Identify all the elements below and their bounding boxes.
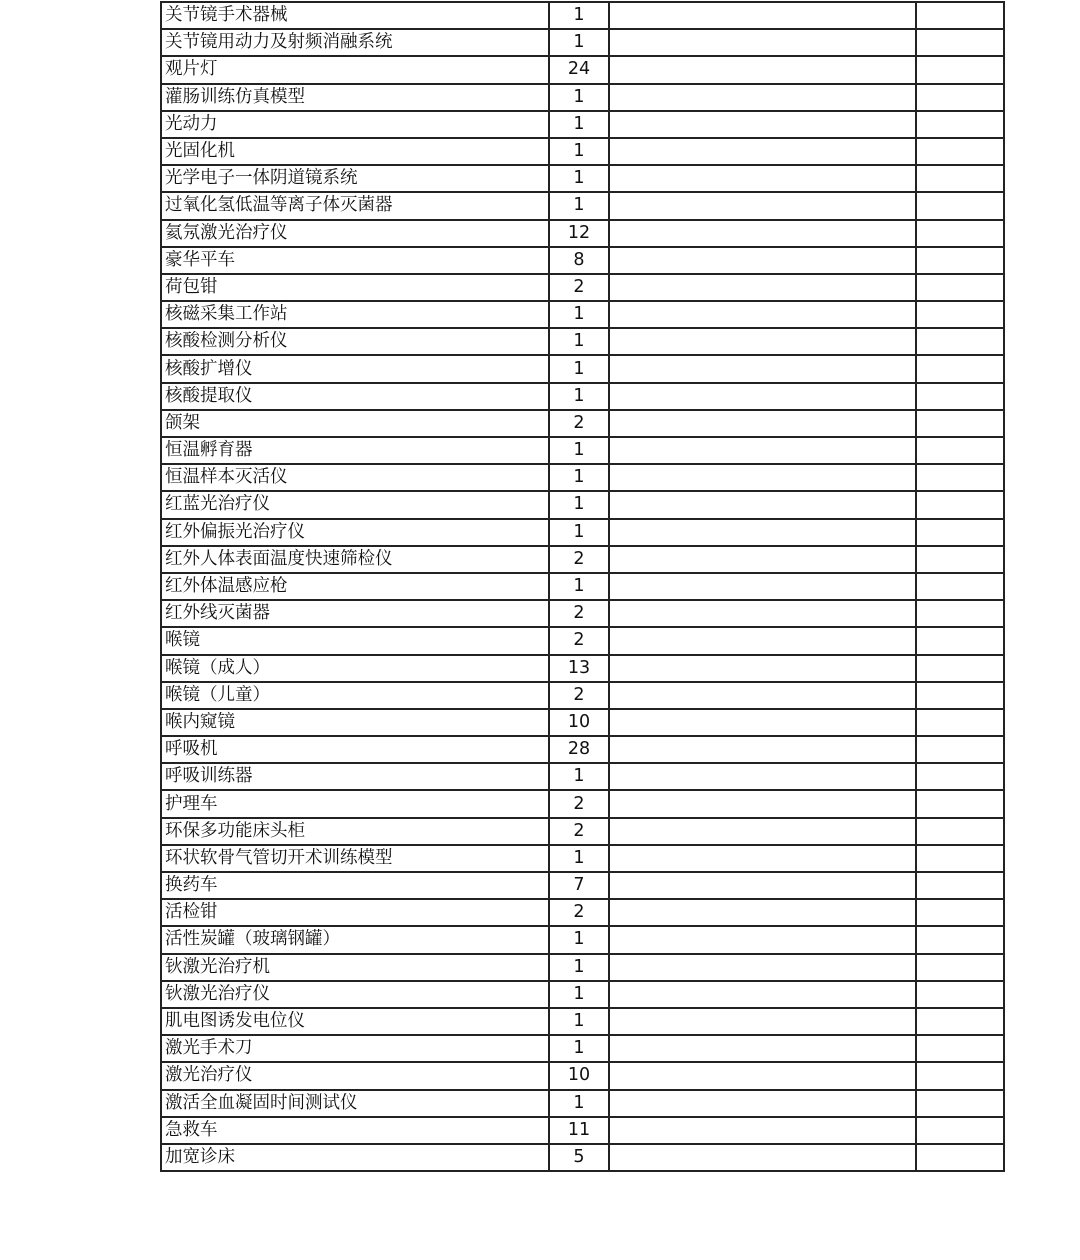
table-body — [161, 2, 1004, 1171]
table-row — [161, 818, 1004, 845]
empty-cell — [609, 383, 916, 410]
empty-cell — [916, 845, 1004, 872]
equipment-name-cell: 核酸提取仪 — [161, 383, 549, 410]
empty-cell — [916, 1035, 1004, 1062]
empty-cell — [609, 220, 916, 247]
table-row — [161, 1117, 1004, 1144]
quantity-cell: 2 — [549, 627, 609, 654]
quantity-cell: 1 — [549, 383, 609, 410]
quantity-cell: 2 — [549, 546, 609, 573]
equipment-name-cell: 红蓝光治疗仪 — [161, 491, 549, 518]
empty-cell — [916, 1062, 1004, 1089]
equipment-name-cell: 喉镜 — [161, 627, 549, 654]
quantity-cell: 1 — [549, 437, 609, 464]
empty-cell — [916, 274, 1004, 301]
quantity-cell: 1 — [549, 926, 609, 953]
table-row — [161, 165, 1004, 192]
empty-cell — [916, 410, 1004, 437]
empty-cell — [916, 301, 1004, 328]
empty-cell — [916, 872, 1004, 899]
table-row — [161, 627, 1004, 654]
quantity-cell: 1 — [549, 138, 609, 165]
empty-cell — [609, 546, 916, 573]
table-row — [161, 926, 1004, 953]
quantity-cell: 1 — [549, 981, 609, 1008]
table-row — [161, 138, 1004, 165]
empty-cell — [609, 627, 916, 654]
empty-cell — [609, 301, 916, 328]
empty-cell — [609, 56, 916, 83]
quantity-cell: 1 — [549, 165, 609, 192]
quantity-cell: 1 — [549, 29, 609, 56]
equipment-name-cell: 激光手术刀 — [161, 1035, 549, 1062]
empty-cell — [916, 491, 1004, 518]
empty-cell — [609, 111, 916, 138]
table-row — [161, 1144, 1004, 1171]
quantity-cell: 1 — [549, 1035, 609, 1062]
equipment-name-cell: 光学电子一体阴道镜系统 — [161, 165, 549, 192]
empty-cell — [609, 1117, 916, 1144]
table-row — [161, 220, 1004, 247]
empty-cell — [609, 1144, 916, 1171]
equipment-name-cell: 激活全血凝固时间测试仪 — [161, 1090, 549, 1117]
equipment-name-cell: 光动力 — [161, 111, 549, 138]
table-row — [161, 56, 1004, 83]
table-row — [161, 301, 1004, 328]
table-row — [161, 328, 1004, 355]
equipment-name-cell: 核酸检测分析仪 — [161, 328, 549, 355]
empty-cell — [609, 981, 916, 1008]
table-row — [161, 845, 1004, 872]
table-row — [161, 872, 1004, 899]
empty-cell — [609, 573, 916, 600]
empty-cell — [916, 763, 1004, 790]
empty-cell — [609, 274, 916, 301]
empty-cell — [916, 437, 1004, 464]
empty-cell — [916, 655, 1004, 682]
equipment-name-cell: 活性炭罐（玻璃钢罐） — [161, 926, 549, 953]
empty-cell — [916, 627, 1004, 654]
quantity-cell: 2 — [549, 682, 609, 709]
table-row — [161, 763, 1004, 790]
quantity-cell: 2 — [549, 410, 609, 437]
quantity-cell: 1 — [549, 328, 609, 355]
table-row — [161, 247, 1004, 274]
quantity-cell: 11 — [549, 1117, 609, 1144]
empty-cell — [609, 1035, 916, 1062]
empty-cell — [916, 1090, 1004, 1117]
empty-cell — [609, 1008, 916, 1035]
table-row — [161, 736, 1004, 763]
empty-cell — [916, 954, 1004, 981]
equipment-name-cell: 荷包钳 — [161, 274, 549, 301]
table-row — [161, 790, 1004, 817]
quantity-cell: 8 — [549, 247, 609, 274]
quantity-cell: 12 — [549, 220, 609, 247]
empty-cell — [609, 165, 916, 192]
table-row — [161, 600, 1004, 627]
equipment-name-cell: 呼吸训练器 — [161, 763, 549, 790]
empty-cell — [609, 763, 916, 790]
empty-cell — [609, 709, 916, 736]
table-row — [161, 682, 1004, 709]
table-row — [161, 1035, 1004, 1062]
table-row — [161, 29, 1004, 56]
equipment-name-cell: 颌架 — [161, 410, 549, 437]
empty-cell — [609, 818, 916, 845]
empty-cell — [609, 954, 916, 981]
equipment-name-cell: 急救车 — [161, 1117, 549, 1144]
equipment-name-cell: 红外偏振光治疗仪 — [161, 519, 549, 546]
equipment-name-cell: 活检钳 — [161, 899, 549, 926]
equipment-name-cell: 关节镜用动力及射频消融系统 — [161, 29, 549, 56]
empty-cell — [916, 573, 1004, 600]
empty-cell — [916, 546, 1004, 573]
equipment-name-cell: 红外体温感应枪 — [161, 573, 549, 600]
empty-cell — [916, 736, 1004, 763]
quantity-cell: 1 — [549, 355, 609, 382]
table-row — [161, 573, 1004, 600]
table-row — [161, 899, 1004, 926]
empty-cell — [916, 111, 1004, 138]
empty-cell — [916, 790, 1004, 817]
empty-cell — [916, 383, 1004, 410]
empty-cell — [916, 464, 1004, 491]
equipment-name-cell: 环状软骨气管切开术训练模型 — [161, 845, 549, 872]
table-row — [161, 1008, 1004, 1035]
empty-cell — [916, 138, 1004, 165]
empty-cell — [609, 600, 916, 627]
table-row — [161, 546, 1004, 573]
empty-cell — [609, 328, 916, 355]
quantity-cell: 1 — [549, 519, 609, 546]
table-row — [161, 192, 1004, 219]
quantity-cell: 1 — [549, 2, 609, 29]
empty-cell — [609, 1062, 916, 1089]
table-row — [161, 2, 1004, 29]
equipment-name-cell: 激光治疗仪 — [161, 1062, 549, 1089]
table-row — [161, 709, 1004, 736]
equipment-table — [160, 1, 1005, 1172]
empty-cell — [916, 709, 1004, 736]
empty-cell — [916, 818, 1004, 845]
quantity-cell: 1 — [549, 573, 609, 600]
quantity-cell: 1 — [549, 1090, 609, 1117]
empty-cell — [609, 464, 916, 491]
empty-cell — [609, 410, 916, 437]
empty-cell — [609, 845, 916, 872]
empty-cell — [916, 56, 1004, 83]
quantity-cell: 13 — [549, 655, 609, 682]
table-row — [161, 464, 1004, 491]
empty-cell — [916, 247, 1004, 274]
empty-cell — [916, 1144, 1004, 1171]
table-row — [161, 1062, 1004, 1089]
equipment-name-cell: 换药车 — [161, 872, 549, 899]
table-row — [161, 954, 1004, 981]
quantity-cell: 7 — [549, 872, 609, 899]
table-row — [161, 355, 1004, 382]
empty-cell — [916, 84, 1004, 111]
empty-cell — [609, 2, 916, 29]
equipment-name-cell: 恒温样本灭活仪 — [161, 464, 549, 491]
empty-cell — [916, 899, 1004, 926]
equipment-name-cell: 加宽诊床 — [161, 1144, 549, 1171]
empty-cell — [609, 519, 916, 546]
equipment-name-cell: 呼吸机 — [161, 736, 549, 763]
equipment-name-cell: 环保多功能床头柜 — [161, 818, 549, 845]
quantity-cell: 28 — [549, 736, 609, 763]
quantity-cell: 1 — [549, 491, 609, 518]
quantity-cell: 1 — [549, 464, 609, 491]
empty-cell — [609, 247, 916, 274]
equipment-name-cell: 核磁采集工作站 — [161, 301, 549, 328]
equipment-name-cell: 豪华平车 — [161, 247, 549, 274]
quantity-cell: 2 — [549, 790, 609, 817]
table-row — [161, 491, 1004, 518]
equipment-name-cell: 肌电图诱发电位仪 — [161, 1008, 549, 1035]
empty-cell — [609, 736, 916, 763]
quantity-cell: 1 — [549, 111, 609, 138]
table-row — [161, 84, 1004, 111]
equipment-name-cell: 过氧化氢低温等离子体灭菌器 — [161, 192, 549, 219]
equipment-name-cell: 红外人体表面温度快速筛检仪 — [161, 546, 549, 573]
empty-cell — [609, 682, 916, 709]
quantity-cell: 10 — [549, 1062, 609, 1089]
empty-cell — [609, 491, 916, 518]
empty-cell — [916, 682, 1004, 709]
table-row — [161, 1090, 1004, 1117]
quantity-cell: 1 — [549, 845, 609, 872]
empty-cell — [916, 2, 1004, 29]
quantity-cell: 2 — [549, 600, 609, 627]
empty-cell — [916, 1008, 1004, 1035]
quantity-cell: 1 — [549, 1008, 609, 1035]
empty-cell — [916, 29, 1004, 56]
quantity-cell: 2 — [549, 899, 609, 926]
empty-cell — [609, 138, 916, 165]
empty-cell — [609, 192, 916, 219]
table-row — [161, 410, 1004, 437]
equipment-name-cell: 观片灯 — [161, 56, 549, 83]
equipment-name-cell: 喉内窥镜 — [161, 709, 549, 736]
empty-cell — [609, 926, 916, 953]
equipment-name-cell: 光固化机 — [161, 138, 549, 165]
equipment-name-cell: 核酸扩增仪 — [161, 355, 549, 382]
empty-cell — [609, 790, 916, 817]
equipment-name-cell: 红外线灭菌器 — [161, 600, 549, 627]
empty-cell — [609, 872, 916, 899]
quantity-cell: 2 — [549, 818, 609, 845]
empty-cell — [916, 355, 1004, 382]
quantity-cell: 24 — [549, 56, 609, 83]
empty-cell — [609, 1090, 916, 1117]
empty-cell — [916, 1117, 1004, 1144]
empty-cell — [916, 328, 1004, 355]
table-row — [161, 437, 1004, 464]
empty-cell — [916, 519, 1004, 546]
empty-cell — [916, 192, 1004, 219]
empty-cell — [916, 220, 1004, 247]
quantity-cell: 1 — [549, 954, 609, 981]
empty-cell — [609, 355, 916, 382]
empty-cell — [609, 84, 916, 111]
table-row — [161, 655, 1004, 682]
empty-cell — [916, 165, 1004, 192]
table-row — [161, 519, 1004, 546]
equipment-name-cell: 喉镜（成人） — [161, 655, 549, 682]
empty-cell — [916, 981, 1004, 1008]
equipment-name-cell: 喉镜（儿童） — [161, 682, 549, 709]
quantity-cell: 5 — [549, 1144, 609, 1171]
table-row — [161, 383, 1004, 410]
equipment-name-cell: 钬激光治疗机 — [161, 954, 549, 981]
equipment-name-cell: 灌肠训练仿真模型 — [161, 84, 549, 111]
table-row — [161, 111, 1004, 138]
equipment-name-cell: 关节镜手术器械 — [161, 2, 549, 29]
empty-cell — [916, 600, 1004, 627]
quantity-cell: 1 — [549, 763, 609, 790]
equipment-name-cell: 氦氖激光治疗仪 — [161, 220, 549, 247]
empty-cell — [609, 437, 916, 464]
equipment-name-cell: 护理车 — [161, 790, 549, 817]
quantity-cell: 10 — [549, 709, 609, 736]
empty-cell — [609, 29, 916, 56]
empty-cell — [916, 926, 1004, 953]
empty-cell — [609, 655, 916, 682]
quantity-cell: 1 — [549, 84, 609, 111]
equipment-name-cell: 钬激光治疗仪 — [161, 981, 549, 1008]
empty-cell — [609, 899, 916, 926]
quantity-cell: 2 — [549, 274, 609, 301]
quantity-cell: 1 — [549, 301, 609, 328]
table-row — [161, 274, 1004, 301]
table-row — [161, 981, 1004, 1008]
equipment-name-cell: 恒温孵育器 — [161, 437, 549, 464]
quantity-cell: 1 — [549, 192, 609, 219]
